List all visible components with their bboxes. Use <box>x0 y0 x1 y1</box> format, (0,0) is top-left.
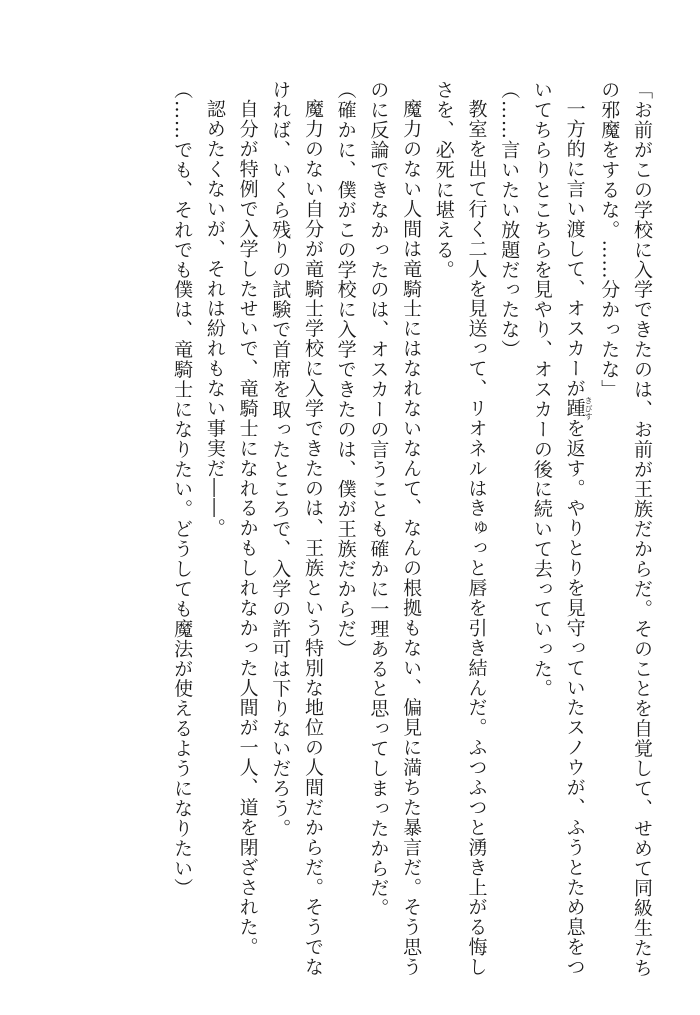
inner-thought-line: （……でも、それでも僕は、竜騎士になりたい。どうしても魔法が使えるようになりたい） <box>171 80 194 898</box>
paragraph-text: を返す。やりとりを見守っていたスノウが、ふうとため息をついてちらりとこちらを見やり、オスカーの後に続いて去っていった。 <box>530 80 586 977</box>
ruby-base: 踵 <box>563 396 586 421</box>
inner-thought-line: （確かに、僕がこの学校に入学できたのは、僕が王族だからだ） <box>334 80 357 659</box>
paragraph: 教室を出て行く二人を見送って、リオネルはきゅっと唇を引き結んだ。ふつふつと湧き上がる悔しさを、必死に堪える。 <box>432 80 488 977</box>
inner-thought-line: （……言いたい放題だったな） <box>498 80 521 360</box>
paragraph: 認めたくないが、それは紛れもない事実だ――。 <box>203 99 226 538</box>
paragraph: 魔力のない人間は竜騎士にはなれないなんて、なんの根拠もない、偏見に満ちた暴言だ。そう思うのに反論できなかったのは、オスカーの言うことも確かに一理あると思ってしまったからだ。 <box>367 80 423 977</box>
paragraph: 自分が特例で入学したせいで、竜騎士になれるかもしれなかった人間が一人、道を閉ざされた。 <box>236 99 259 957</box>
paragraph-text: 一方的に言い渡して、オスカーが <box>563 99 586 399</box>
ruby-reading: きびす <box>584 396 594 421</box>
paragraph <box>525 80 592 980</box>
paragraph: 魔力のない自分が竜騎士学校に入学できたのは、王族という特別な地位の人間だからだ。そうでなければ、いくら残りの試験で首席を取ったところで、入学の許可は下りないだろう。 <box>269 80 324 977</box>
ruby-word <box>563 396 594 421</box>
dialogue-line: 「お前がこの学校に入学できたのは、お前が王族だからだ。そのことを自覚して、せめて同級生たちの邪魔をするな。……分かったな」 <box>598 80 653 978</box>
vertical-text-body <box>165 80 658 980</box>
